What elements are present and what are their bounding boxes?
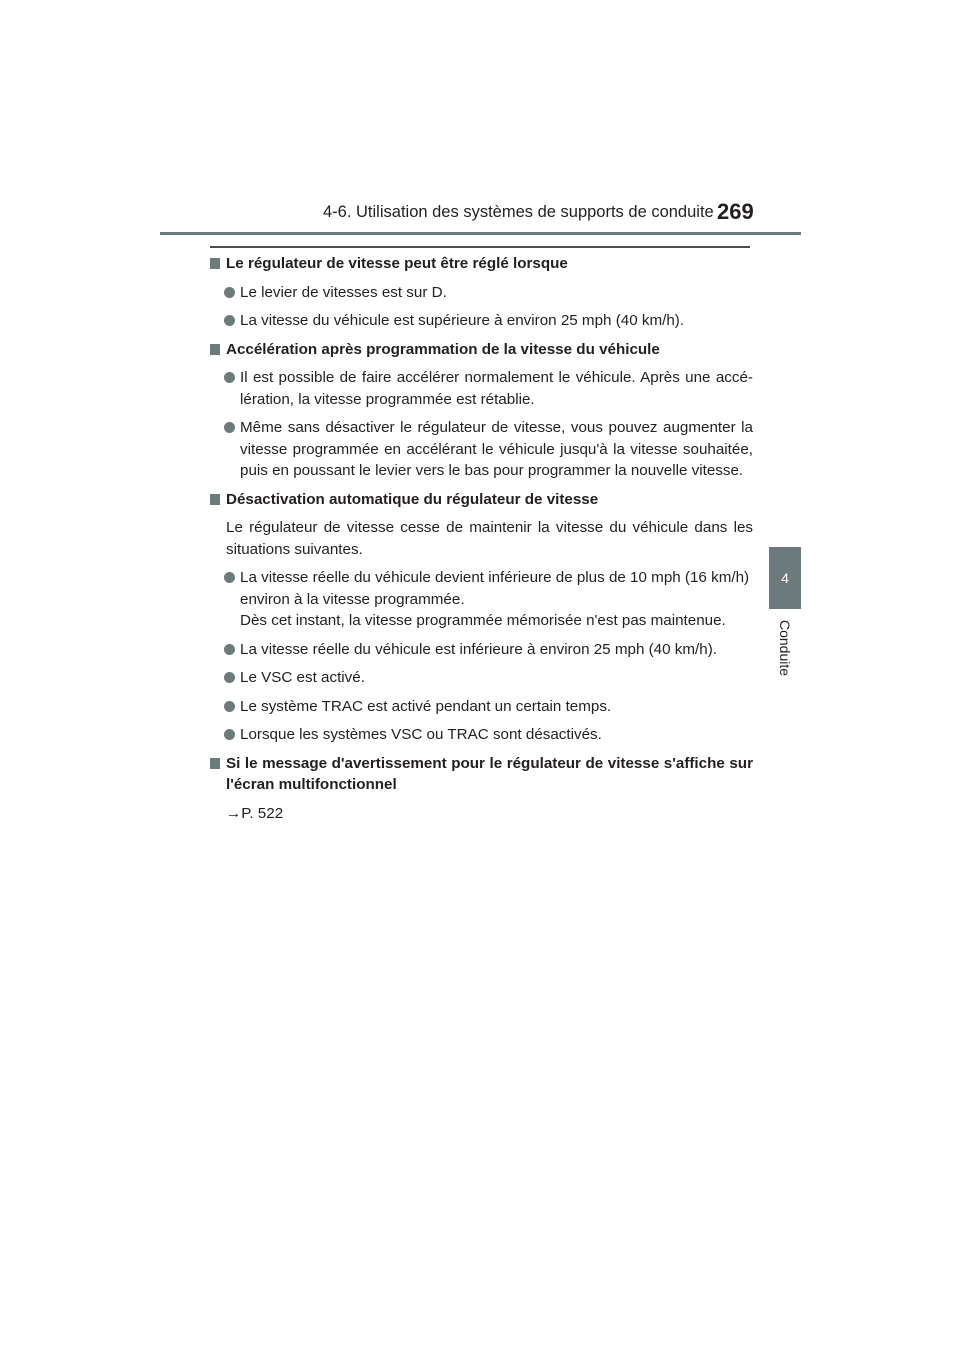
list-item: Le VSC est activé. xyxy=(210,667,753,689)
circle-bullet-icon xyxy=(224,422,235,433)
list-item: Le levier de vitesses est sur D. xyxy=(210,282,753,304)
circle-bullet-icon xyxy=(224,644,235,655)
list-item: La vitesse du véhicule est supérieure à environ 25 mph (40 km/h). xyxy=(210,310,753,332)
list-item: Le système TRAC est activé pendant un certain temps. xyxy=(210,696,753,718)
chapter-tab[interactable] xyxy=(769,547,801,609)
header-section-title: 4-6. Utilisation des systèmes de supports de conduite xyxy=(323,203,714,221)
circle-bullet-icon xyxy=(224,287,235,298)
circle-bullet-icon xyxy=(224,701,235,712)
circle-bullet-icon xyxy=(224,672,235,683)
circle-bullet-icon xyxy=(224,572,235,583)
section-heading: Désactivation automatique du régulateur de vitesse xyxy=(210,489,753,511)
section-heading: Si le message d'avertissement pour le régulateur de vitesse s'affiche sur l'écran multifonctionnel xyxy=(210,753,753,796)
page-reference-link[interactable]: →P. 522 xyxy=(226,804,284,822)
list-item: Même sans désactiver le régulateur de vitesse, vous pouvez augmenter la vitesse programmée en accélérant le véhicule jusqu'à la vitesse souhaitée, puis en poussant le levier vers le bas pour programmer la nouvelle vitesse. xyxy=(210,417,753,482)
list-item: Lorsque les systèmes VSC ou TRAC sont désactivés. xyxy=(210,724,753,746)
section-heading: Accélération après programmation de la vitesse du véhicule xyxy=(210,339,753,361)
list-item: La vitesse réelle du véhicule est inférieure à environ 25 mph (40 km/h). xyxy=(210,639,753,661)
list-item: La vitesse réelle du véhicule devient inférieure de plus de 10 mph (16 km/h) environ à la vitesse programmée. Dès cet instant, la vitesse programmée mémorisée n'est pas maintenue. xyxy=(210,567,753,632)
section-divider xyxy=(210,246,750,248)
circle-bullet-icon xyxy=(224,372,235,383)
paragraph: Le régulateur de vitesse cesse de maintenir la vitesse du véhicule dans les situations suivantes. xyxy=(226,519,753,558)
list-item: Il est possible de faire accélérer normalement le véhicule. Après une accé- lération, la vitesse programmée est rétablie. xyxy=(210,367,753,410)
circle-bullet-icon xyxy=(224,729,235,740)
circle-bullet-icon xyxy=(224,315,235,326)
chapter-label: Conduite xyxy=(777,619,793,677)
header-rule xyxy=(160,232,801,235)
section-heading: Le régulateur de vitesse peut être réglé lorsque xyxy=(210,253,753,275)
page-content xyxy=(210,253,753,824)
chapter-number: 4 xyxy=(781,570,789,586)
square-bullet-icon xyxy=(210,258,220,269)
square-bullet-icon xyxy=(210,344,220,355)
square-bullet-icon xyxy=(210,758,220,769)
square-bullet-icon xyxy=(210,494,220,505)
page-number: 269 xyxy=(717,199,754,224)
